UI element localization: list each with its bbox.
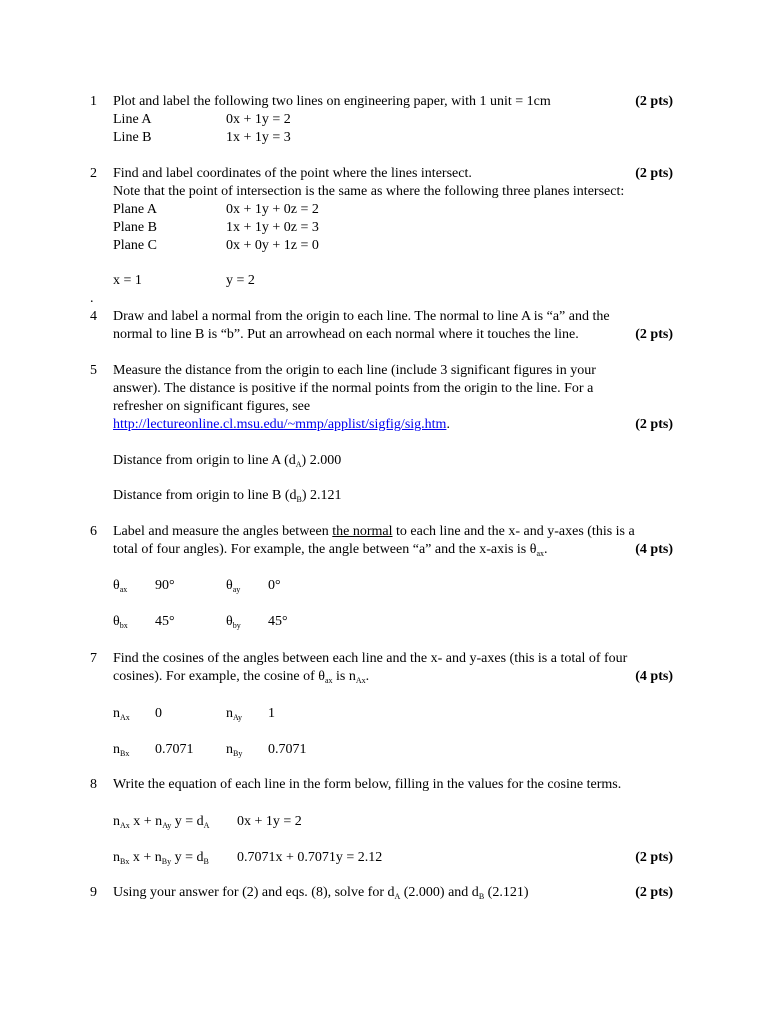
q9-text <box>113 885 528 901</box>
q5-line3: refresher on significant figures, see <box>113 399 311 414</box>
q5-distance-a <box>113 453 341 469</box>
q7-line1: Find the cosines of the angles between each line and the x- and y-axes (this is a total of four <box>113 651 628 666</box>
q1-text: Plot and label the following two lines on engineering paper, with 1 unit = 1cm <box>113 94 551 109</box>
q7-points: (4 pts) <box>635 669 673 684</box>
theta-ay-label <box>226 578 240 594</box>
q9-text-a: Using your answer for (2) and eqs. (8), solve for d <box>113 885 395 900</box>
n-symbol: n <box>113 814 120 829</box>
theta-sub: bx <box>119 621 128 630</box>
eq-mid: y = d <box>171 850 204 865</box>
n-by-label <box>226 742 242 758</box>
q7-line2-a: cosines). For example, the cosine of θ <box>113 669 325 684</box>
q2-points: (2 pts) <box>635 166 673 181</box>
n-sub: By <box>233 749 243 758</box>
n-symbol: n <box>226 742 233 757</box>
q6-line1-a: Label and measure the angles between <box>113 524 333 539</box>
dist-b-sub: B <box>296 495 302 504</box>
q6-line1-b: to each line and the x- and y-axes (this is a <box>392 524 635 539</box>
n-by-value: 0.7071 <box>268 742 307 757</box>
q8-points: (2 pts) <box>635 850 673 865</box>
q7-number: 7 <box>90 651 97 666</box>
q2-plane-b-eq: 1x + 1y + 0z = 3 <box>226 220 319 235</box>
q1-line-a-label: Line A <box>113 112 152 127</box>
q2-number: 2 <box>90 166 97 181</box>
q6-number: 6 <box>90 524 97 539</box>
q1-points: (2 pts) <box>635 94 673 109</box>
dist-a-prefix: Distance from origin to line A (d <box>113 453 296 468</box>
q8-equation-a <box>113 814 209 830</box>
theta-symbol: θ <box>226 614 233 629</box>
n-ay-value: 1 <box>268 706 275 721</box>
n-symbol: n <box>226 706 233 721</box>
q7-line2 <box>113 669 369 685</box>
q2-note: Note that the point of intersection is the same as where the following three planes intersect: <box>113 184 625 199</box>
q2-plane-a-label: Plane A <box>113 202 157 217</box>
eq-sub: Ay <box>162 821 172 830</box>
n-ax-value: 0 <box>155 706 162 721</box>
theta-symbol: θ <box>113 578 120 593</box>
q8-number: 8 <box>90 777 97 792</box>
q6-line1 <box>113 524 635 540</box>
q6-points: (4 pts) <box>635 542 673 557</box>
n-ax-label <box>113 706 130 722</box>
q5-link-line <box>113 417 450 433</box>
dist-b-prefix: Distance from origin to line B (d <box>113 488 297 503</box>
q2-plane-b-label: Plane B <box>113 220 157 235</box>
q8-equation-b <box>113 850 209 866</box>
q1-number: 1 <box>90 94 97 109</box>
theta-ay-value: 0° <box>268 578 281 593</box>
q5-distance-b <box>113 488 342 504</box>
theta-by-label <box>226 614 241 630</box>
n-sub: Ax <box>120 713 130 722</box>
q5-line1: Measure the distance from the origin to each line (include 3 significant figures in your <box>113 363 596 378</box>
eq-mid: x + n <box>129 814 163 829</box>
q4-line1: Draw and label a normal from the origin to each line. The normal to line A is “a” and the <box>113 309 610 324</box>
theta-bx-value: 45° <box>155 614 175 629</box>
eq-sub: B <box>203 857 209 866</box>
q6-line2-sub: ax <box>536 549 545 558</box>
q6-underlined-normal: the normal <box>332 524 393 539</box>
eq-mid: x + n <box>129 850 162 865</box>
n-bx-label <box>113 742 129 758</box>
q5-number: 5 <box>90 363 97 378</box>
q9-number: 9 <box>90 885 97 900</box>
dist-b-value: ) 2.121 <box>301 488 342 503</box>
n-bx-value: 0.7071 <box>155 742 194 757</box>
q8-answer-b: 0.7071x + 0.7071y = 2.12 <box>237 850 383 865</box>
theta-ax-label <box>113 578 127 594</box>
eq-sub: By <box>161 857 172 866</box>
theta-sub: ax <box>119 585 128 594</box>
n-sub: Bx <box>120 749 130 758</box>
n-ay-label <box>226 706 242 722</box>
n-symbol: n <box>113 850 120 865</box>
q4-number: 4 <box>90 309 97 324</box>
q9-points: (2 pts) <box>635 885 673 900</box>
dist-a-sub: A <box>295 460 302 469</box>
q2-x-answer: x = 1 <box>113 273 142 288</box>
theta-by-value: 45° <box>268 614 288 629</box>
q4-line2: normal to line B is “b”. Put an arrowhead on each normal where it touches the line. <box>113 327 579 342</box>
q5-link-suffix: . <box>446 417 450 432</box>
q7-sub2: Ax <box>355 676 366 685</box>
theta-symbol: θ <box>113 614 120 629</box>
eq-mid: y = d <box>171 814 204 829</box>
eq-sub: Bx <box>120 857 130 866</box>
q9-text-c: (2.121) <box>484 885 529 900</box>
q5-points: (2 pts) <box>635 417 673 432</box>
dist-a-value: ) 2.000 <box>301 453 342 468</box>
q7-sub1: ax <box>324 676 333 685</box>
q4-points: (2 pts) <box>635 327 673 342</box>
theta-ax-value: 90° <box>155 578 175 593</box>
q6-line2 <box>113 542 548 558</box>
q7-line2-b: is n <box>332 669 356 684</box>
n-sub: Ay <box>233 713 243 722</box>
theta-sub: ay <box>232 585 241 594</box>
q7-line2-end: . <box>365 669 370 684</box>
q2-y-answer: y = 2 <box>226 273 255 288</box>
q6-line2-end: . <box>544 542 548 557</box>
theta-sub: by <box>232 621 241 630</box>
eq-sub: Ax <box>120 821 130 830</box>
q1-line-b-label: Line B <box>113 130 152 145</box>
q5-line2: answer). The distance is positive if the normal points from the origin to the line. For a <box>113 381 594 396</box>
theta-symbol: θ <box>226 578 233 593</box>
q2-text: Find and label coordinates of the point where the lines intersect. <box>113 166 472 181</box>
theta-bx-label <box>113 614 128 630</box>
q2-plane-a-eq: 0x + 1y + 0z = 2 <box>226 202 319 217</box>
q8-answer-a: 0x + 1y = 2 <box>237 814 302 829</box>
q9-sub2: B <box>478 892 485 901</box>
sigfig-link[interactable]: http://lectureonline.cl.msu.edu/~mmp/applist/sigfig/sig.htm <box>113 417 447 432</box>
q2-plane-c-label: Plane C <box>113 238 157 253</box>
q6-line2-a: total of four angles). For example, the angle between “a” and the x-axis is θ <box>113 542 537 557</box>
q9-sub1: A <box>394 892 401 901</box>
q9-text-b: (2.000) and d <box>400 885 479 900</box>
n-symbol: n <box>113 742 120 757</box>
n-symbol: n <box>113 706 120 721</box>
q1-line-b-eq: 1x + 1y = 3 <box>226 130 291 145</box>
q8-text: Write the equation of each line in the form below, filling in the values for the cosine terms. <box>113 777 622 792</box>
q2-plane-c-eq: 0x + 0y + 1z = 0 <box>226 238 319 253</box>
eq-sub: A <box>203 821 210 830</box>
q1-line-a-eq: 0x + 1y = 2 <box>226 112 291 127</box>
stray-mark: . <box>90 291 94 306</box>
